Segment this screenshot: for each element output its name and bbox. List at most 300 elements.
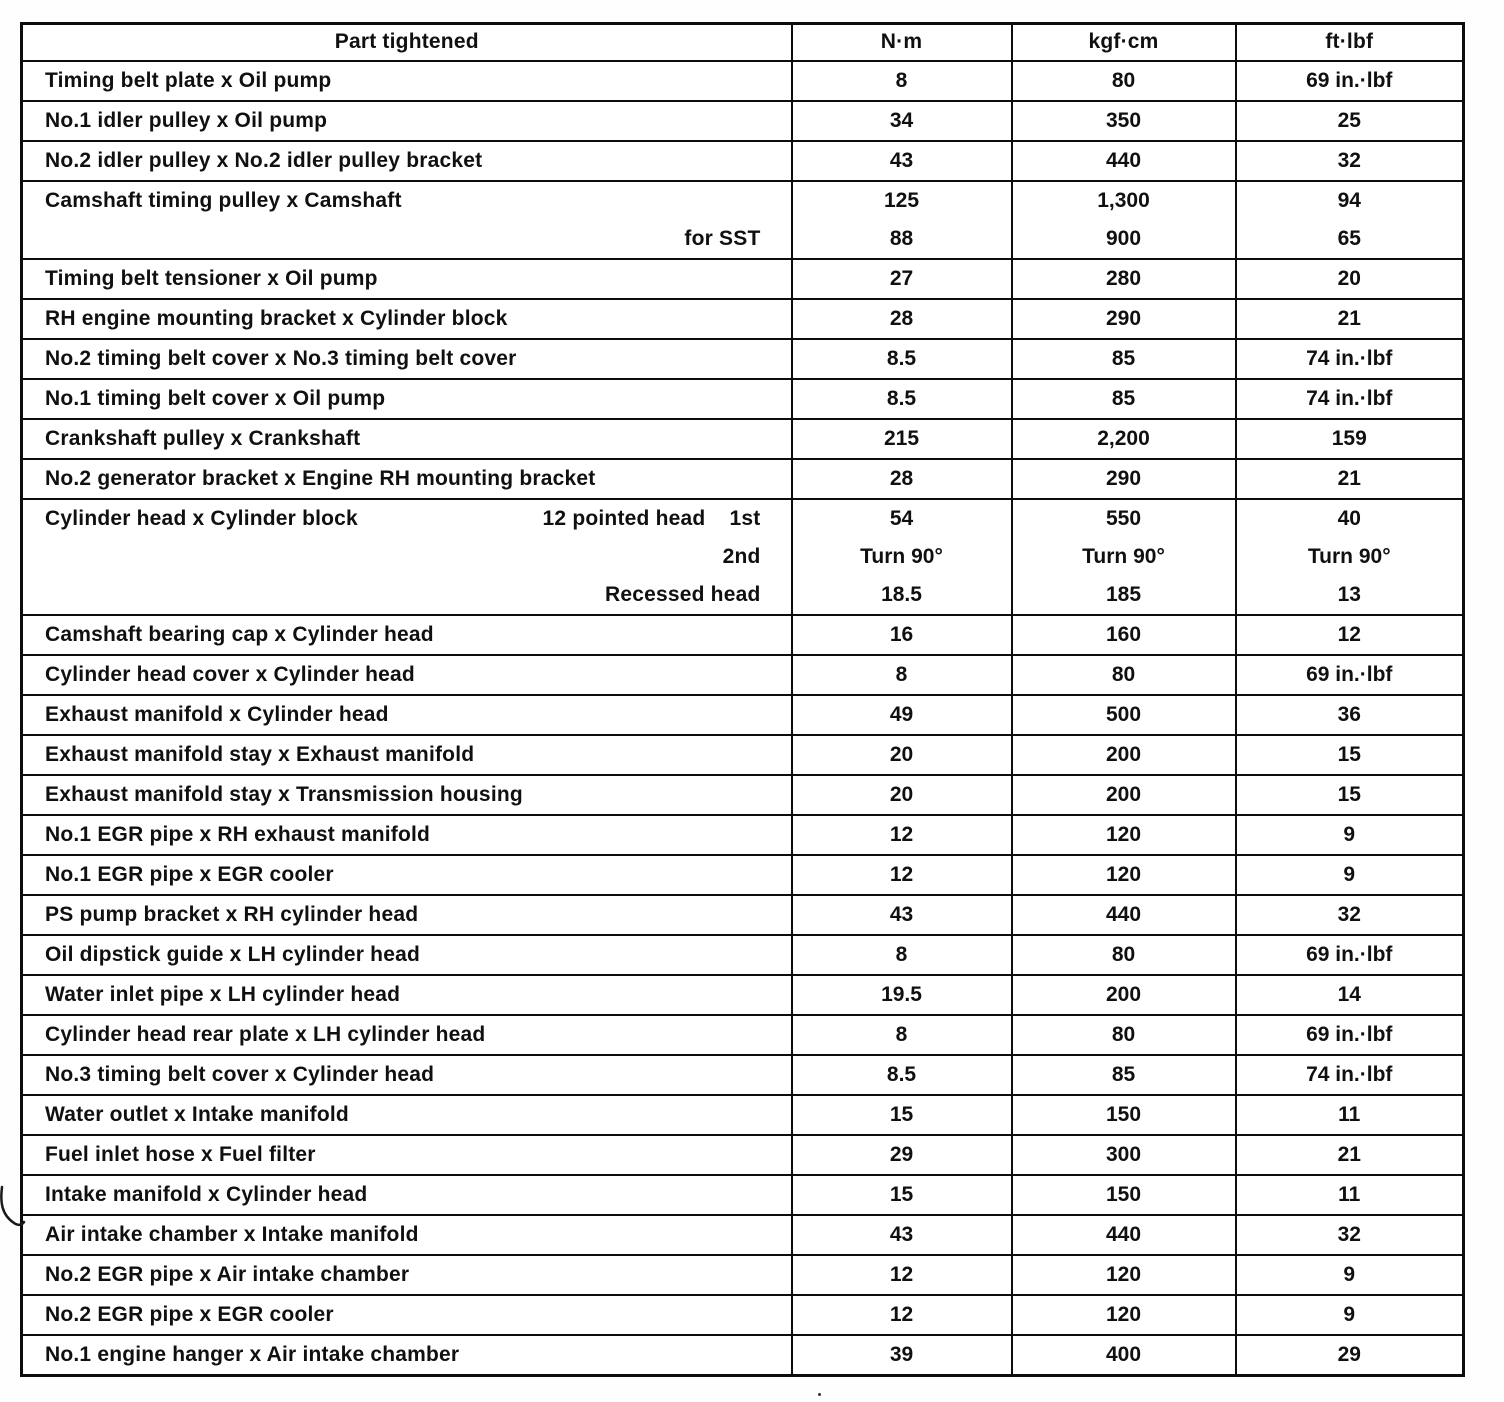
part-tightened-cell bbox=[22, 379, 792, 419]
kgfcm-value-cell bbox=[1012, 655, 1236, 695]
value-line: 19.5 bbox=[881, 982, 922, 1006]
part-label: Oil dipstick guide x LH cylinder head bbox=[45, 942, 420, 966]
value-line: 49 bbox=[889, 702, 914, 726]
kgfcm-value-cell bbox=[1012, 695, 1236, 735]
nm-value-cell bbox=[792, 419, 1012, 459]
part-tightened-cell bbox=[22, 1135, 792, 1175]
value-line: 16 bbox=[889, 622, 914, 646]
table-row bbox=[22, 1175, 1464, 1215]
ftlbf-value-cell bbox=[1236, 141, 1464, 181]
value-line: 29 bbox=[889, 1142, 914, 1166]
ftlbf-value-cell bbox=[1236, 975, 1464, 1015]
part-label: Timing belt plate x Oil pump bbox=[45, 68, 332, 92]
value-line: 215 bbox=[883, 426, 920, 450]
value-line: 80 bbox=[1111, 68, 1136, 92]
kgfcm-value-cell bbox=[1012, 815, 1236, 855]
value-line: 12 bbox=[889, 1302, 914, 1326]
part-tightened-cell bbox=[22, 695, 792, 735]
part-label: Cylinder head rear plate x LH cylinder head bbox=[45, 1022, 486, 1046]
value-line: 32 bbox=[1337, 148, 1361, 172]
nm-value-cell bbox=[792, 935, 1012, 975]
value-line: 120 bbox=[1105, 862, 1142, 886]
part-tightened-cell bbox=[22, 1175, 792, 1215]
ftlbf-value-cell bbox=[1236, 1135, 1464, 1175]
value-line: 21 bbox=[1337, 1142, 1361, 1166]
kgfcm-value-cell bbox=[1012, 1255, 1236, 1295]
part-label: Exhaust manifold stay x Exhaust manifold bbox=[45, 742, 475, 766]
nm-value-cell bbox=[792, 775, 1012, 815]
value-line: 12 bbox=[889, 1262, 914, 1286]
value-line: 20 bbox=[889, 782, 914, 806]
part-line bbox=[23, 1136, 791, 1174]
part-tightened-cell bbox=[22, 935, 792, 975]
kgfcm-value-cell bbox=[1012, 141, 1236, 181]
ftlbf-value-cell bbox=[1236, 181, 1464, 259]
value-line: 125 bbox=[883, 188, 920, 212]
table-row bbox=[22, 695, 1464, 735]
value-line: 200 bbox=[1105, 742, 1142, 766]
kgfcm-value-cell bbox=[1012, 181, 1236, 259]
kgfcm-value-cell bbox=[1012, 1215, 1236, 1255]
value-line: 8 bbox=[895, 942, 908, 966]
part-label: No.1 EGR pipe x EGR cooler bbox=[45, 862, 334, 886]
ftlbf-value-cell bbox=[1236, 499, 1464, 615]
part-line bbox=[23, 656, 791, 694]
ftlbf-value-cell bbox=[1236, 339, 1464, 379]
value-line: 27 bbox=[889, 266, 914, 290]
table-row bbox=[22, 1215, 1464, 1255]
value-line: 159 bbox=[1331, 426, 1367, 450]
part-line bbox=[23, 260, 791, 298]
kgfcm-value-cell bbox=[1012, 895, 1236, 935]
ftlbf-value-cell bbox=[1236, 459, 1464, 499]
value-line: 440 bbox=[1105, 902, 1142, 926]
part-tightened-cell bbox=[22, 1295, 792, 1335]
nm-value-cell bbox=[792, 1135, 1012, 1175]
value-line: 74 in.·lbf bbox=[1306, 386, 1393, 410]
value-line: 8.5 bbox=[886, 386, 917, 410]
value-line: 74 in.·lbf bbox=[1306, 1062, 1393, 1086]
part-line bbox=[23, 1016, 791, 1054]
value-line: 2,200 bbox=[1097, 426, 1150, 450]
table-row bbox=[22, 815, 1464, 855]
part-line bbox=[23, 696, 791, 734]
kgfcm-value-cell bbox=[1012, 735, 1236, 775]
value-line: 69 in.·lbf bbox=[1306, 942, 1393, 966]
kgfcm-value-cell bbox=[1012, 855, 1236, 895]
kgfcm-value-cell bbox=[1012, 259, 1236, 299]
ftlbf-value-cell bbox=[1236, 655, 1464, 695]
table-row bbox=[22, 895, 1464, 935]
nm-value-cell bbox=[792, 181, 1012, 259]
part-label: No.1 EGR pipe x RH exhaust manifold bbox=[45, 822, 431, 846]
nm-value-cell bbox=[792, 259, 1012, 299]
value-line: 65 bbox=[1337, 226, 1361, 250]
table-row bbox=[22, 299, 1464, 339]
table-row bbox=[22, 655, 1464, 695]
ftlbf-value-cell bbox=[1236, 695, 1464, 735]
part-sublabel: for SST bbox=[684, 226, 761, 250]
part-tightened-cell bbox=[22, 975, 792, 1015]
table-row bbox=[22, 975, 1464, 1015]
part-tightened-cell bbox=[22, 855, 792, 895]
value-line: 290 bbox=[1105, 466, 1142, 490]
kgfcm-value-cell bbox=[1012, 935, 1236, 975]
part-line bbox=[23, 736, 791, 774]
value-line: 400 bbox=[1105, 1342, 1142, 1366]
nm-value-cell bbox=[792, 61, 1012, 101]
part-sublabel: 2nd bbox=[722, 544, 761, 568]
value-line: 150 bbox=[1105, 1102, 1142, 1126]
kgfcm-value-cell bbox=[1012, 1335, 1236, 1376]
value-line: 85 bbox=[1111, 1062, 1136, 1086]
value-line: 15 bbox=[1337, 742, 1361, 766]
part-label: No.2 EGR pipe x EGR cooler bbox=[45, 1302, 334, 1326]
ftlbf-value-cell bbox=[1236, 259, 1464, 299]
kgfcm-value-cell bbox=[1012, 459, 1236, 499]
value-line: 500 bbox=[1105, 702, 1142, 726]
ftlbf-value-cell bbox=[1236, 1175, 1464, 1215]
table-row bbox=[22, 855, 1464, 895]
col-header-part-tightened: Part tightened bbox=[22, 24, 792, 61]
value-line: 21 bbox=[1337, 466, 1361, 490]
part-label: PS pump bracket x RH cylinder head bbox=[45, 902, 419, 926]
scan-dot-artifact bbox=[818, 1393, 821, 1396]
value-line: 12 bbox=[889, 822, 914, 846]
part-tightened-cell bbox=[22, 775, 792, 815]
torque-spec-table bbox=[20, 22, 1465, 1377]
part-line bbox=[23, 976, 791, 1014]
value-line: 8 bbox=[895, 1022, 908, 1046]
value-line: 74 in.·lbf bbox=[1306, 346, 1393, 370]
col-header-kgfcm: kgf·cm bbox=[1012, 24, 1236, 61]
value-line: 12 bbox=[889, 862, 914, 886]
part-label: Intake manifold x Cylinder head bbox=[45, 1182, 368, 1206]
part-label: No.3 timing belt cover x Cylinder head bbox=[45, 1062, 435, 1086]
value-line: 1,300 bbox=[1097, 188, 1150, 212]
value-line: 14 bbox=[1337, 982, 1361, 1006]
value-line: 88 bbox=[889, 226, 914, 250]
part-tightened-cell bbox=[22, 735, 792, 775]
value-line: 94 bbox=[1337, 188, 1361, 212]
part-tightened-cell bbox=[22, 499, 792, 615]
value-line: 550 bbox=[1105, 506, 1142, 530]
part-label: Camshaft bearing cap x Cylinder head bbox=[45, 622, 434, 646]
value-line: 160 bbox=[1105, 622, 1142, 646]
nm-value-cell bbox=[792, 1335, 1012, 1376]
nm-value-cell bbox=[792, 1095, 1012, 1135]
ftlbf-value-cell bbox=[1236, 815, 1464, 855]
kgfcm-value-cell bbox=[1012, 61, 1236, 101]
part-label: Cylinder head cover x Cylinder head bbox=[45, 662, 415, 686]
col-header-ftlbf: ft·lbf bbox=[1236, 24, 1464, 61]
part-line bbox=[23, 1296, 791, 1334]
part-line bbox=[23, 182, 791, 220]
value-line: 13 bbox=[1337, 582, 1361, 606]
part-label: RH engine mounting bracket x Cylinder block bbox=[45, 306, 508, 330]
part-tightened-cell bbox=[22, 1095, 792, 1135]
ftlbf-value-cell bbox=[1236, 735, 1464, 775]
part-label: Timing belt tensioner x Oil pump bbox=[45, 266, 378, 290]
part-line bbox=[23, 816, 791, 854]
kgfcm-value-cell bbox=[1012, 339, 1236, 379]
value-line: Turn 90° bbox=[1082, 544, 1165, 568]
value-line: 32 bbox=[1337, 1222, 1361, 1246]
nm-value-cell bbox=[792, 815, 1012, 855]
table-row bbox=[22, 61, 1464, 101]
value-line: 15 bbox=[889, 1182, 914, 1206]
value-line: 9 bbox=[1343, 1262, 1356, 1286]
nm-value-cell bbox=[792, 735, 1012, 775]
table-row bbox=[22, 775, 1464, 815]
part-tightened-cell bbox=[22, 259, 792, 299]
part-line bbox=[23, 220, 791, 258]
value-line: 25 bbox=[1337, 108, 1361, 132]
value-line: 28 bbox=[889, 306, 914, 330]
table-row bbox=[22, 141, 1464, 181]
kgfcm-value-cell bbox=[1012, 499, 1236, 615]
part-label: Fuel inlet hose x Fuel filter bbox=[45, 1142, 316, 1166]
part-tightened-cell bbox=[22, 299, 792, 339]
ftlbf-value-cell bbox=[1236, 1255, 1464, 1295]
torque-table-body bbox=[22, 61, 1464, 1376]
value-line: 900 bbox=[1105, 226, 1142, 250]
part-line bbox=[23, 62, 791, 100]
value-line: 9 bbox=[1343, 822, 1356, 846]
part-line bbox=[23, 896, 791, 934]
part-tightened-cell bbox=[22, 419, 792, 459]
part-label: Crankshaft pulley x Crankshaft bbox=[45, 426, 361, 450]
value-line: 39 bbox=[889, 1342, 914, 1366]
ftlbf-value-cell bbox=[1236, 61, 1464, 101]
value-line: 8 bbox=[895, 68, 908, 92]
kgfcm-value-cell bbox=[1012, 615, 1236, 655]
part-tightened-cell bbox=[22, 1255, 792, 1295]
ftlbf-value-cell bbox=[1236, 775, 1464, 815]
part-tightened-cell bbox=[22, 61, 792, 101]
ftlbf-value-cell bbox=[1236, 1215, 1464, 1255]
part-line bbox=[23, 460, 791, 498]
table-row bbox=[22, 615, 1464, 655]
value-line: 9 bbox=[1343, 862, 1356, 886]
nm-value-cell bbox=[792, 1055, 1012, 1095]
value-line: 440 bbox=[1105, 1222, 1142, 1246]
col-header-nm: N·m bbox=[792, 24, 1012, 61]
value-line: 11 bbox=[1338, 1102, 1361, 1126]
value-line: 350 bbox=[1105, 108, 1142, 132]
part-label: No.2 idler pulley x No.2 idler pulley bracket bbox=[45, 148, 483, 172]
part-line bbox=[23, 576, 791, 614]
nm-value-cell bbox=[792, 1255, 1012, 1295]
value-line: 120 bbox=[1105, 1262, 1142, 1286]
value-line: 80 bbox=[1111, 662, 1136, 686]
table-row bbox=[22, 1055, 1464, 1095]
value-line: 85 bbox=[1111, 386, 1136, 410]
part-label: Water outlet x Intake manifold bbox=[45, 1102, 349, 1126]
ftlbf-value-cell bbox=[1236, 855, 1464, 895]
value-line: 43 bbox=[889, 902, 914, 926]
value-line: 8 bbox=[895, 662, 908, 686]
value-line: 36 bbox=[1337, 702, 1361, 726]
part-line bbox=[23, 1256, 791, 1294]
part-line bbox=[23, 300, 791, 338]
part-tightened-cell bbox=[22, 1015, 792, 1055]
value-line: 300 bbox=[1105, 1142, 1142, 1166]
part-tightened-cell bbox=[22, 141, 792, 181]
table-row bbox=[22, 459, 1464, 499]
nm-value-cell bbox=[792, 1175, 1012, 1215]
part-line bbox=[23, 380, 791, 418]
ftlbf-value-cell bbox=[1236, 1095, 1464, 1135]
part-line bbox=[23, 776, 791, 814]
part-tightened-cell bbox=[22, 615, 792, 655]
part-tightened-cell bbox=[22, 181, 792, 259]
value-line: 200 bbox=[1105, 782, 1142, 806]
nm-value-cell bbox=[792, 299, 1012, 339]
kgfcm-value-cell bbox=[1012, 419, 1236, 459]
ftlbf-value-cell bbox=[1236, 895, 1464, 935]
table-row bbox=[22, 259, 1464, 299]
nm-value-cell bbox=[792, 1215, 1012, 1255]
value-line: 29 bbox=[1337, 1342, 1361, 1366]
kgfcm-value-cell bbox=[1012, 1055, 1236, 1095]
table-row bbox=[22, 339, 1464, 379]
value-line: 8.5 bbox=[886, 346, 917, 370]
value-line: 9 bbox=[1343, 1302, 1356, 1326]
table-row bbox=[22, 1335, 1464, 1376]
part-tightened-cell bbox=[22, 1335, 792, 1376]
ftlbf-value-cell bbox=[1236, 1015, 1464, 1055]
kgfcm-value-cell bbox=[1012, 1015, 1236, 1055]
nm-value-cell bbox=[792, 1015, 1012, 1055]
value-line: 40 bbox=[1337, 506, 1361, 530]
value-line: 12 bbox=[1337, 622, 1361, 646]
value-line: 32 bbox=[1337, 902, 1361, 926]
ftlbf-value-cell bbox=[1236, 615, 1464, 655]
value-line: 8.5 bbox=[886, 1062, 917, 1086]
value-line: 69 in.·lbf bbox=[1306, 68, 1393, 92]
value-line: 290 bbox=[1105, 306, 1142, 330]
part-tightened-cell bbox=[22, 1055, 792, 1095]
value-line: 43 bbox=[889, 1222, 914, 1246]
part-line bbox=[23, 1056, 791, 1094]
part-line bbox=[23, 1096, 791, 1134]
part-label: Water inlet pipe x LH cylinder head bbox=[45, 982, 401, 1006]
value-line: 280 bbox=[1105, 266, 1142, 290]
value-line: Turn 90° bbox=[1307, 544, 1391, 568]
table-row bbox=[22, 735, 1464, 775]
ftlbf-value-cell bbox=[1236, 419, 1464, 459]
value-line: 28 bbox=[889, 466, 914, 490]
value-line: 18.5 bbox=[881, 582, 922, 606]
part-sublabel: 12 pointed head 1st bbox=[542, 506, 761, 530]
nm-value-cell bbox=[792, 339, 1012, 379]
nm-value-cell bbox=[792, 615, 1012, 655]
part-line bbox=[23, 102, 791, 140]
table-row bbox=[22, 1095, 1464, 1135]
value-line: 80 bbox=[1111, 1022, 1136, 1046]
nm-value-cell bbox=[792, 895, 1012, 935]
table-row bbox=[22, 379, 1464, 419]
value-line: 43 bbox=[889, 148, 914, 172]
part-tightened-cell bbox=[22, 815, 792, 855]
value-line: 120 bbox=[1105, 822, 1142, 846]
part-line bbox=[23, 420, 791, 458]
ftlbf-value-cell bbox=[1236, 935, 1464, 975]
table-row bbox=[22, 419, 1464, 459]
kgfcm-value-cell bbox=[1012, 299, 1236, 339]
part-label: No.2 timing belt cover x No.3 timing belt cover bbox=[45, 346, 517, 370]
part-label: Camshaft timing pulley x Camshaft bbox=[45, 188, 402, 212]
value-line: 440 bbox=[1105, 148, 1142, 172]
ftlbf-value-cell bbox=[1236, 1055, 1464, 1095]
part-label: No.1 timing belt cover x Oil pump bbox=[45, 386, 386, 410]
table-row bbox=[22, 499, 1464, 615]
value-line: 200 bbox=[1105, 982, 1142, 1006]
table-row bbox=[22, 1015, 1464, 1055]
part-label: No.2 generator bracket x Engine RH mounting bracket bbox=[45, 466, 596, 490]
nm-value-cell bbox=[792, 379, 1012, 419]
ftlbf-value-cell bbox=[1236, 1295, 1464, 1335]
value-line: 15 bbox=[889, 1102, 914, 1126]
part-line bbox=[23, 616, 791, 654]
kgfcm-value-cell bbox=[1012, 975, 1236, 1015]
ftlbf-value-cell bbox=[1236, 379, 1464, 419]
nm-value-cell bbox=[792, 101, 1012, 141]
part-sublabel: Recessed head bbox=[604, 582, 761, 606]
value-line: 69 in.·lbf bbox=[1306, 1022, 1393, 1046]
value-line: 185 bbox=[1105, 582, 1142, 606]
value-line: 21 bbox=[1337, 306, 1361, 330]
value-line: 150 bbox=[1105, 1182, 1142, 1206]
table-row bbox=[22, 1295, 1464, 1335]
value-line: 15 bbox=[1337, 782, 1361, 806]
value-line: 34 bbox=[889, 108, 914, 132]
value-line: 69 in.·lbf bbox=[1306, 662, 1393, 686]
part-tightened-cell bbox=[22, 459, 792, 499]
part-line bbox=[23, 340, 791, 378]
part-label: Exhaust manifold x Cylinder head bbox=[45, 702, 389, 726]
part-tightened-cell bbox=[22, 101, 792, 141]
kgfcm-value-cell bbox=[1012, 1135, 1236, 1175]
nm-value-cell bbox=[792, 695, 1012, 735]
part-label: Cylinder head x Cylinder block bbox=[45, 506, 358, 530]
nm-value-cell bbox=[792, 855, 1012, 895]
kgfcm-value-cell bbox=[1012, 101, 1236, 141]
part-line bbox=[23, 1176, 791, 1214]
part-tightened-cell bbox=[22, 895, 792, 935]
part-label: Exhaust manifold stay x Transmission housing bbox=[45, 782, 523, 806]
part-line bbox=[23, 856, 791, 894]
table-row bbox=[22, 101, 1464, 141]
value-line: 20 bbox=[1337, 266, 1361, 290]
value-line: 85 bbox=[1111, 346, 1136, 370]
ftlbf-value-cell bbox=[1236, 1335, 1464, 1376]
table-row bbox=[22, 1135, 1464, 1175]
part-line bbox=[23, 1336, 791, 1374]
kgfcm-value-cell bbox=[1012, 379, 1236, 419]
kgfcm-value-cell bbox=[1012, 1295, 1236, 1335]
part-label: Air intake chamber x Intake manifold bbox=[45, 1222, 419, 1246]
value-line: 54 bbox=[889, 506, 914, 530]
part-tightened-cell bbox=[22, 1215, 792, 1255]
part-label: No.1 idler pulley x Oil pump bbox=[45, 108, 328, 132]
nm-value-cell bbox=[792, 141, 1012, 181]
nm-value-cell bbox=[792, 975, 1012, 1015]
nm-value-cell bbox=[792, 459, 1012, 499]
part-line bbox=[23, 500, 791, 538]
value-line: 20 bbox=[889, 742, 914, 766]
